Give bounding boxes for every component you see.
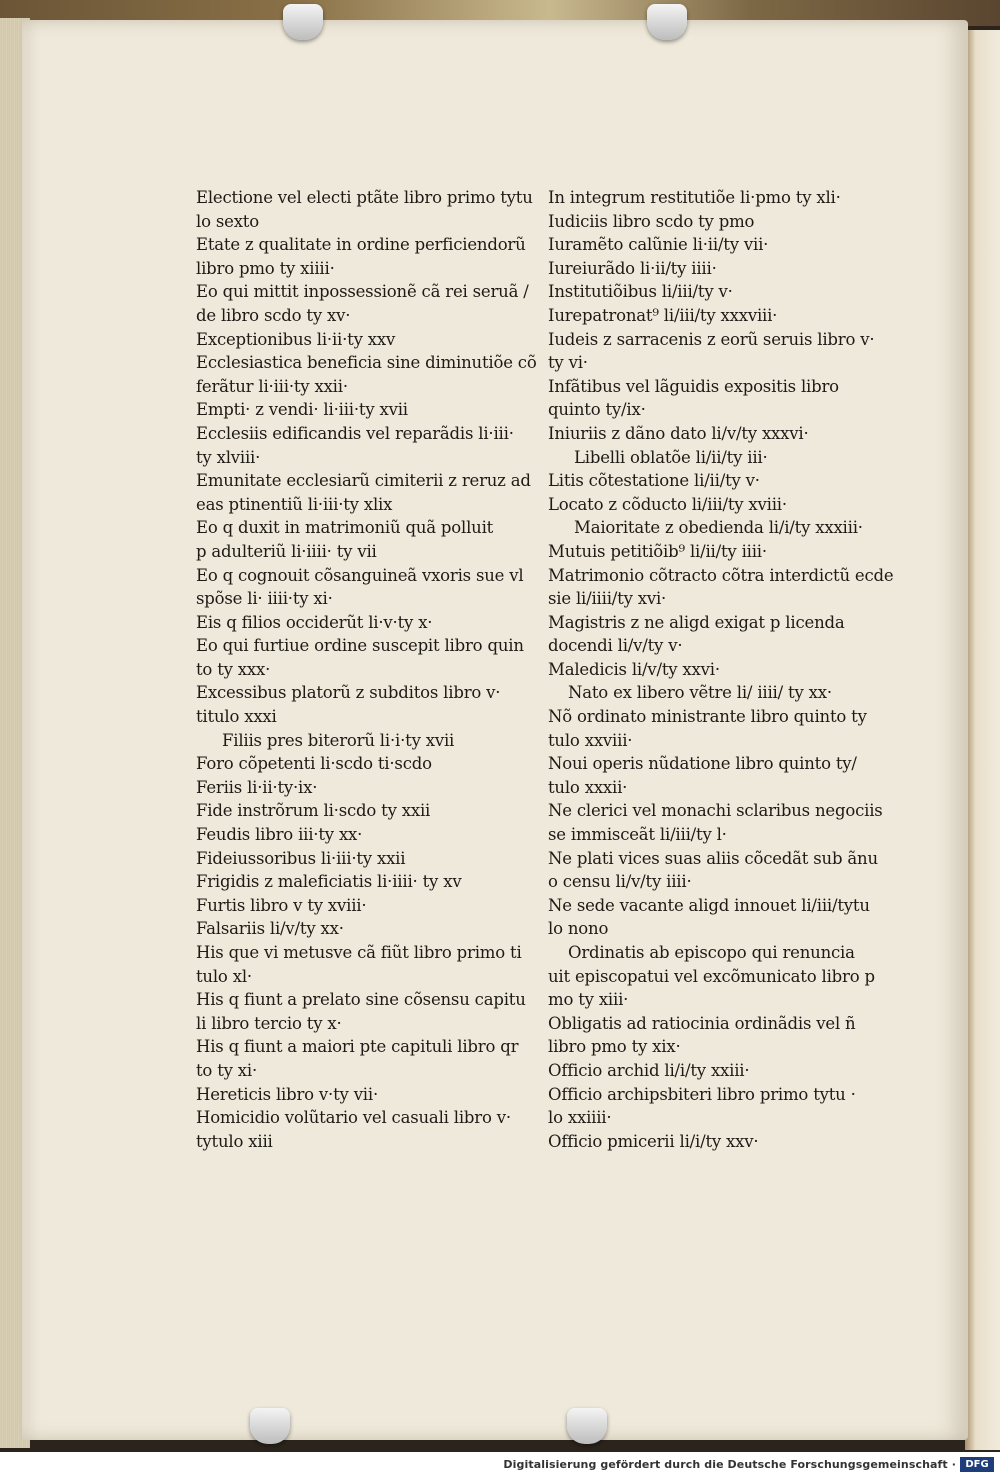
page-clip-top-left bbox=[283, 4, 323, 40]
index-line: sie li/iiii/ty xvi· bbox=[548, 589, 667, 609]
index-line: ty xlviii· bbox=[196, 447, 261, 467]
index-line: spõse li· iiii·ty xi· bbox=[196, 589, 333, 609]
index-line: Exceptionibus li·ii·ty xxv bbox=[196, 329, 396, 349]
index-line: Empti· z vendi· li·iii·ty xvii bbox=[196, 400, 408, 420]
index-line: p adulteriũ li·iiii· ty vii bbox=[196, 541, 377, 561]
index-line: o censu li/v/ty iiii· bbox=[548, 872, 692, 892]
index-line: libro pmo ty xiiii· bbox=[196, 258, 335, 278]
index-line: Obligatis ad ratiocinia ordinãdis vel ñ bbox=[548, 1013, 856, 1033]
index-line: quinto ty/ix· bbox=[548, 400, 646, 420]
index-line: Matrimonio cõtracto cõtra interdictũ ecde bbox=[548, 565, 894, 585]
index-line: Ne sede vacante aligd innouet li/iii/tytu bbox=[548, 895, 870, 915]
index-line: Ordinatis ab episcopo qui renuncia bbox=[568, 943, 855, 962]
index-line: Eo qui mittit inpossessionẽ cã rei seruã / bbox=[196, 282, 529, 302]
index-line: Ecclesiastica beneficia sine diminutiõe cõ bbox=[196, 353, 537, 373]
index-line: Infãtibus vel lãguidis expositis libro bbox=[548, 376, 839, 396]
index-line: In integrum restitutiõe li·pmo ty xli· bbox=[548, 188, 841, 207]
index-line: Iudeis z sarracenis z eorũ seruis libro v· bbox=[548, 329, 875, 349]
index-line: tulo xxviii· bbox=[548, 730, 633, 750]
index-line: His que vi metusve cã fiũt libro primo ti bbox=[196, 943, 522, 962]
digitization-credit: Digitalisierung gefördert durch die Deutsche Forschungsgemeinschaft · bbox=[503, 1458, 956, 1471]
index-line: Fideiussoribus li·iii·ty xxii bbox=[196, 848, 406, 868]
index-line: Falsariis li/v/ty xx· bbox=[196, 919, 344, 939]
index-line: Nõ ordinato ministrante libro quinto ty bbox=[548, 707, 867, 727]
page-clip-bottom-right bbox=[567, 1408, 607, 1444]
index-line: Filiis pres biterorũ li·i·ty xvii bbox=[222, 730, 455, 750]
index-line: Frigidis z maleficiatis li·iiii· ty xv bbox=[196, 872, 462, 892]
index-line: Institutiõibus li/iii/ty v· bbox=[548, 282, 733, 302]
index-line: lo nono bbox=[548, 919, 609, 939]
index-line: His q fiunt a prelato sine cõsensu capitu bbox=[196, 990, 526, 1010]
index-line: tulo xxxii· bbox=[548, 777, 628, 797]
index-line: Litis cõtestatione li/ii/ty v· bbox=[548, 471, 760, 491]
index-line: Fide instrõrum li·scdo ty xxii bbox=[196, 801, 431, 821]
index-line: titulo xxxi bbox=[196, 707, 277, 727]
dfg-logo: DFG bbox=[960, 1457, 994, 1472]
index-line: Officio pmicerii li/i/ty xxv· bbox=[548, 1131, 759, 1151]
index-line: Iurepatronat⁹ li/iii/ty xxxviii· bbox=[548, 305, 778, 325]
index-line: Officio archid li/i/ty xxiii· bbox=[548, 1060, 750, 1080]
index-line: His q fiunt a maiori pte capituli libro qr bbox=[196, 1037, 519, 1057]
index-line: Furtis libro v ty xviii· bbox=[196, 895, 367, 915]
index-line: Maledicis li/v/ty xxvi· bbox=[548, 659, 720, 679]
index-line: Ne plati vices suas aliis cõcedãt sub ãnu bbox=[548, 848, 878, 868]
index-line: mo ty xiii· bbox=[548, 990, 629, 1010]
index-line: Eo q duxit in matrimoniũ quã polluit bbox=[196, 518, 494, 538]
index-line: Feriis li·ii·ty·ix· bbox=[196, 777, 318, 797]
index-line: Iudiciis libro scdo ty pmo bbox=[548, 211, 755, 231]
index-line: Noui operis nũdatione libro quinto ty/ bbox=[548, 754, 857, 774]
index-line: eas ptinentiũ li·iii·ty xlix bbox=[196, 494, 393, 514]
index-line: Emunitate ecclesiarũ cimiterii z reruz ad bbox=[196, 471, 531, 491]
index-line: uit episcopatui vel excõmunicato libro p bbox=[548, 966, 875, 986]
index-line: Eis q filios occiderũt li·v·ty x· bbox=[196, 612, 433, 632]
index-line: Electione vel electi ptãte libro primo tytu bbox=[196, 188, 533, 207]
index-line: ferãtur li·iii·ty xxii· bbox=[196, 376, 348, 396]
index-line: tulo xl· bbox=[196, 966, 252, 986]
index-line: Officio archipsbiteri libro primo tytu · bbox=[548, 1084, 856, 1104]
index-line: Ne clerici vel monachi sclaribus negociis bbox=[548, 801, 883, 821]
index-line: to ty xi· bbox=[196, 1060, 258, 1080]
index-line: de libro scdo ty xv· bbox=[196, 305, 351, 325]
index-line: Feudis libro iii·ty xx· bbox=[196, 825, 363, 845]
index-line: Libelli oblatõe li/ii/ty iii· bbox=[574, 447, 768, 467]
index-line: to ty xxx· bbox=[196, 659, 271, 679]
index-line: tytulo xiii bbox=[196, 1131, 273, 1151]
index-line: Magistris z ne aligd exigat p licenda bbox=[548, 612, 845, 632]
page-clip-top-right bbox=[647, 4, 687, 40]
index-line: Eo q cognouit cõsanguineã vxoris sue vl bbox=[196, 565, 524, 585]
index-line: Foro cõpetenti li·scdo ti·scdo bbox=[196, 754, 432, 774]
index-line: libro pmo ty xix· bbox=[548, 1037, 681, 1057]
index-line: Locato z cõducto li/iii/ty xviii· bbox=[548, 494, 787, 514]
page-clip-bottom-left bbox=[250, 1408, 290, 1444]
index-line: lo sexto bbox=[196, 211, 259, 231]
index-line: Hereticis libro v·ty vii· bbox=[196, 1084, 379, 1104]
index-line: lo xxiiii· bbox=[548, 1108, 612, 1128]
index-line: Excessibus platorũ z subditos libro v· bbox=[196, 683, 501, 703]
index-line: Mutuis petitiõib⁹ li/ii/ty iiii· bbox=[548, 541, 767, 561]
index-line: Ecclesiis edificandis vel reparãdis li·iii· bbox=[196, 423, 514, 443]
index-line: se immisceãt li/iii/ty l· bbox=[548, 825, 727, 845]
index-line: ty vi· bbox=[548, 353, 588, 373]
index-line: li libro tercio ty x· bbox=[196, 1013, 342, 1033]
index-line: Homicidio volũtario vel casuali libro v· bbox=[196, 1108, 511, 1128]
index-column-left bbox=[196, 186, 537, 1153]
index-line: Etate z qualitate in ordine perficiendorũ bbox=[196, 235, 526, 255]
index-line: Eo qui furtiue ordine suscepit libro quin bbox=[196, 636, 524, 656]
index-column-right bbox=[548, 186, 894, 1153]
index-line: Iniuriis z dãno dato li/v/ty xxxvi· bbox=[548, 423, 809, 443]
index-line: Nato ex libero vẽtre li/ iiii/ ty xx· bbox=[568, 683, 832, 703]
index-line: Maioritate z obedienda li/i/ty xxxiii· bbox=[574, 518, 863, 538]
index-line: Iuramẽto calũnie li·ii/ty vii· bbox=[548, 235, 769, 255]
index-line: Iureiurãdo li·ii/ty iiii· bbox=[548, 258, 717, 278]
index-line: docendi li/v/ty v· bbox=[548, 636, 683, 656]
facing-page-edge bbox=[965, 30, 1000, 1450]
